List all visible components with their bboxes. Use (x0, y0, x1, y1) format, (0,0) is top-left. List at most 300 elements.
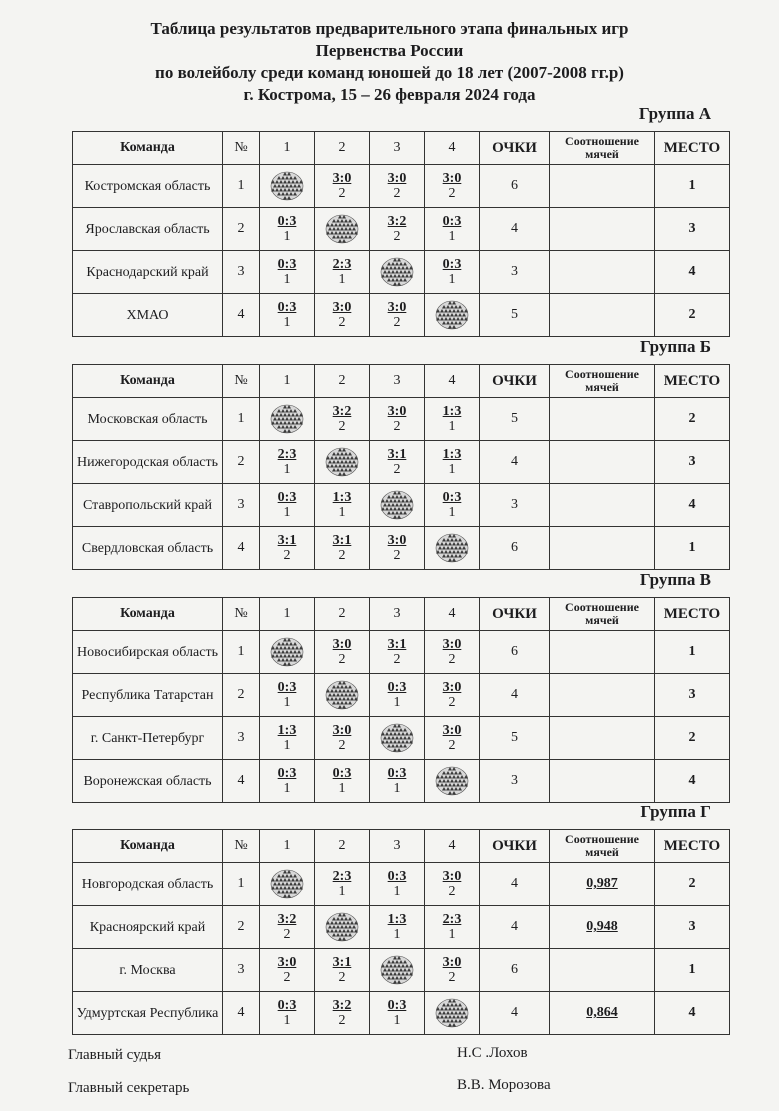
set-score: 0:3 (442, 256, 462, 272)
self-match-pattern (260, 637, 314, 667)
place-value: 1 (655, 631, 730, 674)
place-value: 4 (655, 760, 730, 803)
match-points: 2 (448, 185, 456, 201)
match-result (370, 294, 425, 337)
match-points: 2 (448, 694, 456, 710)
match-points: 1 (283, 694, 291, 710)
header-col-2: 2 (315, 598, 370, 631)
match-result (425, 398, 480, 441)
match-result (425, 441, 480, 484)
match-result (370, 398, 425, 441)
score-fraction (333, 998, 352, 1028)
match-result (425, 631, 480, 674)
match-result (260, 760, 315, 803)
score-fraction (443, 680, 462, 710)
set-score: 3:0 (387, 403, 407, 419)
match-result (425, 208, 480, 251)
score-fraction (443, 723, 462, 753)
match-result (260, 527, 315, 570)
set-score: 0:3 (277, 679, 297, 695)
match-result (260, 906, 315, 949)
ball-ratio-text: 0,864 (586, 1005, 618, 1020)
match-result (260, 949, 315, 992)
team-number: 2 (223, 441, 260, 484)
ball-ratio-value (550, 398, 655, 441)
set-score: 0:3 (277, 489, 297, 505)
place-value: 3 (655, 208, 730, 251)
table-row (73, 398, 730, 441)
match-points: 1 (393, 883, 401, 899)
self-match-cell (425, 294, 480, 337)
score-fraction (333, 869, 352, 899)
score-fraction (278, 447, 297, 477)
points-value: 4 (480, 863, 550, 906)
points-value: 4 (480, 992, 550, 1035)
score-fraction (333, 637, 352, 667)
match-points: 1 (338, 504, 346, 520)
self-match-cell (370, 949, 425, 992)
diagonal-hatch-icon (435, 998, 469, 1028)
match-result (315, 992, 370, 1035)
ball-ratio-value (550, 949, 655, 992)
header-col-1: 1 (260, 132, 315, 165)
self-match-cell (260, 165, 315, 208)
match-result (370, 760, 425, 803)
ball-ratio-value (550, 863, 655, 906)
match-result (315, 484, 370, 527)
score-fraction (443, 912, 462, 942)
document-title (0, 18, 779, 106)
score-fraction (278, 680, 297, 710)
table-header-row (73, 365, 730, 398)
points-value: 4 (480, 208, 550, 251)
match-points: 2 (448, 737, 456, 753)
diagonal-hatch-icon (380, 490, 414, 520)
set-score: 3:1 (387, 446, 407, 462)
team-number: 3 (223, 949, 260, 992)
self-match-cell (425, 992, 480, 1035)
team-name: Московская область (73, 398, 223, 441)
diagonal-hatch-icon (380, 257, 414, 287)
team-number: 2 (223, 906, 260, 949)
set-score: 0:3 (387, 868, 407, 884)
set-score: 2:3 (442, 911, 462, 927)
match-points: 1 (283, 737, 291, 753)
self-match-pattern (260, 869, 314, 899)
self-match-pattern (370, 723, 424, 753)
place-value: 2 (655, 294, 730, 337)
match-points: 2 (393, 418, 401, 434)
match-points: 2 (283, 547, 291, 563)
team-name: Республика Татарстан (73, 674, 223, 717)
score-fraction (333, 490, 352, 520)
team-number: 3 (223, 484, 260, 527)
ball-ratio-text: 0,948 (586, 919, 618, 934)
score-fraction (388, 214, 407, 244)
score-fraction (278, 300, 297, 330)
results-table (72, 131, 730, 337)
diagonal-hatch-icon (270, 404, 304, 434)
table-row (73, 992, 730, 1035)
match-points: 2 (393, 651, 401, 667)
diagonal-hatch-icon (270, 869, 304, 899)
chief-judge-name: Н.С .Лохов (457, 1045, 528, 1061)
set-score: 3:0 (277, 954, 297, 970)
header-ball-ratio: Соотношение мячей (550, 830, 655, 863)
match-points: 1 (448, 228, 456, 244)
points-value: 6 (480, 527, 550, 570)
score-fraction (333, 257, 352, 287)
team-number: 1 (223, 631, 260, 674)
header-col-1: 1 (260, 365, 315, 398)
points-value: 6 (480, 631, 550, 674)
set-score: 3:2 (277, 911, 297, 927)
set-score: 3:1 (277, 532, 297, 548)
header-points: ОЧКИ (480, 132, 550, 165)
header-points: ОЧКИ (480, 365, 550, 398)
set-score: 3:0 (442, 170, 462, 186)
ball-ratio-value (550, 631, 655, 674)
self-match-pattern (315, 912, 369, 942)
match-points: 1 (338, 780, 346, 796)
team-number: 3 (223, 251, 260, 294)
team-number: 4 (223, 760, 260, 803)
score-fraction (443, 869, 462, 899)
match-result (425, 949, 480, 992)
ball-ratio-value (550, 906, 655, 949)
group-label: Группа А (638, 104, 711, 123)
score-fraction (388, 447, 407, 477)
header-number: № (223, 830, 260, 863)
ball-ratio-value (550, 484, 655, 527)
match-points: 1 (393, 926, 401, 942)
header-col-3: 3 (370, 132, 425, 165)
header-place: МЕСТО (655, 132, 730, 165)
table-row (73, 674, 730, 717)
team-name: Костромская область (73, 165, 223, 208)
match-result (315, 165, 370, 208)
self-match-cell (260, 631, 315, 674)
team-number: 2 (223, 208, 260, 251)
self-match-pattern (315, 680, 369, 710)
place-value: 2 (655, 398, 730, 441)
title-line-2: Первенства России (315, 41, 464, 60)
header-place: МЕСТО (655, 365, 730, 398)
match-result (425, 251, 480, 294)
diagonal-hatch-icon (380, 723, 414, 753)
score-fraction (278, 490, 297, 520)
set-score: 0:3 (442, 213, 462, 229)
diagonal-hatch-icon (325, 214, 359, 244)
results-table (72, 597, 730, 803)
match-points: 2 (338, 185, 346, 201)
diagonal-hatch-icon (435, 300, 469, 330)
team-name: Нижегородская область (73, 441, 223, 484)
self-match-cell (370, 484, 425, 527)
self-match-cell (315, 906, 370, 949)
team-number: 3 (223, 717, 260, 760)
match-result (370, 165, 425, 208)
match-result (260, 251, 315, 294)
score-fraction (278, 723, 297, 753)
place-value: 3 (655, 441, 730, 484)
score-fraction (388, 171, 407, 201)
header-points: ОЧКИ (480, 830, 550, 863)
points-value: 3 (480, 484, 550, 527)
team-name: Ярославская область (73, 208, 223, 251)
match-result (370, 441, 425, 484)
header-place: МЕСТО (655, 830, 730, 863)
score-fraction (443, 637, 462, 667)
set-score: 3:0 (442, 679, 462, 695)
set-score: 3:0 (442, 636, 462, 652)
table-row (73, 527, 730, 570)
match-points: 2 (393, 228, 401, 244)
table-header-row (73, 830, 730, 863)
match-result (370, 863, 425, 906)
match-result (260, 484, 315, 527)
title-line-1: Таблица результатов предварительного этапа финальных игр (150, 19, 629, 38)
header-col-2: 2 (315, 132, 370, 165)
set-score: 3:0 (332, 722, 352, 738)
header-number: № (223, 598, 260, 631)
score-fraction (333, 404, 352, 434)
team-number: 2 (223, 674, 260, 717)
match-result (260, 717, 315, 760)
self-match-pattern (425, 998, 479, 1028)
team-name: Краснодарский край (73, 251, 223, 294)
match-points: 1 (283, 314, 291, 330)
self-match-cell (370, 717, 425, 760)
place-value: 2 (655, 863, 730, 906)
score-fraction (443, 171, 462, 201)
points-value: 5 (480, 717, 550, 760)
set-score: 3:1 (332, 532, 352, 548)
match-result (370, 527, 425, 570)
team-name: Ставропольский край (73, 484, 223, 527)
score-fraction (333, 300, 352, 330)
header-team: Команда (73, 365, 223, 398)
match-points: 1 (283, 461, 291, 477)
place-value: 4 (655, 484, 730, 527)
set-score: 3:0 (442, 954, 462, 970)
ball-ratio-value (550, 251, 655, 294)
team-number: 4 (223, 992, 260, 1035)
place-value: 4 (655, 251, 730, 294)
set-score: 0:3 (277, 213, 297, 229)
match-result (315, 949, 370, 992)
set-score: 0:3 (387, 679, 407, 695)
self-match-pattern (370, 257, 424, 287)
match-points: 2 (338, 418, 346, 434)
team-name: Новосибирская область (73, 631, 223, 674)
score-fraction (443, 490, 462, 520)
score-fraction (443, 447, 462, 477)
table-row (73, 294, 730, 337)
ball-ratio-value (550, 527, 655, 570)
place-value: 3 (655, 906, 730, 949)
score-fraction (443, 214, 462, 244)
set-score: 0:3 (442, 489, 462, 505)
match-result (425, 165, 480, 208)
self-match-cell (425, 527, 480, 570)
match-result (315, 631, 370, 674)
match-points: 1 (448, 926, 456, 942)
self-match-pattern (425, 766, 479, 796)
self-match-pattern (260, 404, 314, 434)
match-points: 2 (338, 547, 346, 563)
match-result (315, 527, 370, 570)
match-points: 2 (448, 969, 456, 985)
set-score: 3:2 (332, 997, 352, 1013)
score-fraction (388, 300, 407, 330)
set-score: 3:2 (387, 213, 407, 229)
points-value: 4 (480, 906, 550, 949)
match-points: 1 (448, 461, 456, 477)
match-points: 1 (448, 504, 456, 520)
title-line-4: г. Кострома, 15 – 26 февраля 2024 года (243, 85, 536, 104)
self-match-pattern (370, 955, 424, 985)
team-name: Удмуртская Республика (73, 992, 223, 1035)
diagonal-hatch-icon (380, 955, 414, 985)
match-result (260, 441, 315, 484)
match-points: 1 (283, 271, 291, 287)
score-fraction (278, 257, 297, 287)
header-col-3: 3 (370, 598, 425, 631)
table-row (73, 949, 730, 992)
group-label: Группа Г (640, 802, 711, 821)
match-points: 1 (393, 694, 401, 710)
table-header-row (73, 598, 730, 631)
score-fraction (388, 637, 407, 667)
set-score: 3:0 (442, 722, 462, 738)
header-col-2: 2 (315, 830, 370, 863)
match-result (315, 294, 370, 337)
header-col-1: 1 (260, 830, 315, 863)
set-score: 0:3 (277, 256, 297, 272)
score-fraction (333, 533, 352, 563)
table-header-row (73, 132, 730, 165)
header-col-4: 4 (425, 365, 480, 398)
match-points: 1 (338, 883, 346, 899)
place-value: 1 (655, 165, 730, 208)
match-points: 1 (283, 780, 291, 796)
match-result (370, 906, 425, 949)
header-points: ОЧКИ (480, 598, 550, 631)
score-fraction (388, 998, 407, 1028)
score-fraction (333, 955, 352, 985)
diagonal-hatch-icon (435, 766, 469, 796)
team-name: ХМАО (73, 294, 223, 337)
self-match-cell (315, 441, 370, 484)
set-score: 3:0 (442, 868, 462, 884)
header-ball-ratio: Соотношение мячей (550, 132, 655, 165)
match-points: 1 (283, 1012, 291, 1028)
self-match-pattern (425, 300, 479, 330)
group-label: Группа Б (639, 337, 711, 356)
match-points: 1 (448, 271, 456, 287)
team-name: Свердловская область (73, 527, 223, 570)
score-fraction (388, 404, 407, 434)
points-value: 3 (480, 251, 550, 294)
match-points: 2 (393, 547, 401, 563)
set-score: 1:3 (442, 403, 462, 419)
match-result (425, 674, 480, 717)
ball-ratio-text: 0,987 (586, 876, 618, 891)
match-points: 2 (338, 969, 346, 985)
score-fraction (388, 912, 407, 942)
score-fraction (443, 955, 462, 985)
header-col-3: 3 (370, 365, 425, 398)
self-match-pattern (370, 490, 424, 520)
points-value: 6 (480, 949, 550, 992)
score-fraction (443, 257, 462, 287)
match-result (315, 863, 370, 906)
self-match-pattern (315, 214, 369, 244)
table-row (73, 441, 730, 484)
set-score: 3:2 (332, 403, 352, 419)
set-score: 0:3 (387, 765, 407, 781)
match-points: 1 (283, 504, 291, 520)
match-points: 2 (393, 461, 401, 477)
match-result (315, 717, 370, 760)
diagonal-hatch-icon (435, 533, 469, 563)
set-score: 2:3 (277, 446, 297, 462)
chief-secretary-name: В.В. Морозова (457, 1077, 551, 1093)
score-fraction (443, 404, 462, 434)
ball-ratio-value (550, 760, 655, 803)
place-value: 1 (655, 949, 730, 992)
table-row (73, 863, 730, 906)
match-points: 2 (338, 1012, 346, 1028)
self-match-pattern (425, 533, 479, 563)
table-row (73, 760, 730, 803)
points-value: 4 (480, 441, 550, 484)
team-name: Красноярский край (73, 906, 223, 949)
team-number: 1 (223, 165, 260, 208)
match-result (260, 208, 315, 251)
set-score: 0:3 (277, 299, 297, 315)
set-score: 0:3 (387, 997, 407, 1013)
score-fraction (278, 533, 297, 563)
table-row (73, 906, 730, 949)
match-points: 2 (338, 651, 346, 667)
match-result (260, 294, 315, 337)
table-row (73, 717, 730, 760)
place-value: 2 (655, 717, 730, 760)
set-score: 1:3 (387, 911, 407, 927)
score-fraction (388, 766, 407, 796)
score-fraction (278, 766, 297, 796)
set-score: 3:1 (332, 954, 352, 970)
points-value: 5 (480, 294, 550, 337)
group-label: Группа В (639, 570, 711, 589)
match-points: 1 (393, 780, 401, 796)
self-match-cell (260, 398, 315, 441)
match-result (370, 674, 425, 717)
score-fraction (388, 869, 407, 899)
team-number: 1 (223, 863, 260, 906)
ball-ratio-value (550, 294, 655, 337)
set-score: 3:0 (332, 299, 352, 315)
match-points: 2 (283, 969, 291, 985)
match-result (315, 398, 370, 441)
match-points: 2 (448, 883, 456, 899)
match-points: 1 (393, 1012, 401, 1028)
match-points: 2 (283, 926, 291, 942)
set-score: 3:1 (387, 636, 407, 652)
match-result (315, 251, 370, 294)
